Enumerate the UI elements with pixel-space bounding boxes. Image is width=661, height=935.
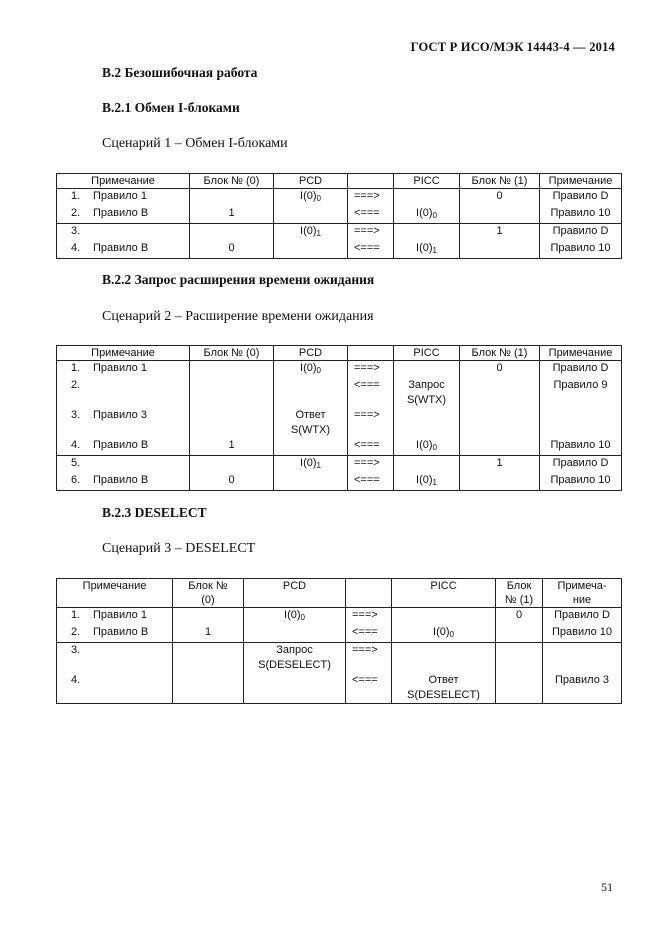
pcd-frame: I(0) [300,362,317,374]
arrow-left: <=== [348,378,394,408]
block0-value: 0 [190,473,274,491]
row-note: Правило 1 [93,362,147,374]
pcd-frame: I(0) [300,225,317,237]
block1-value: 1 [460,456,540,474]
table-row [57,361,622,379]
picc-frame: I(0) [433,626,450,638]
col-block0 [173,579,244,608]
block1-value: 0 [460,361,540,379]
row-number: 2. [71,207,81,219]
picc-frame: I(0) [416,439,433,451]
table-row [57,625,622,643]
row-note: Правило 1 [93,609,147,621]
table-header-row [57,346,622,361]
document-header: ГОСТ Р ИСО/МЭК 14443-4 — 2014 [410,40,615,54]
rule-note: Правило 10 [540,241,622,259]
col-note: Примечание [57,174,190,189]
col-picc: PICC [394,346,460,361]
arrow-right: ===> [348,361,394,379]
section-heading-b2: В.2 Безошибочная работа [102,65,258,80]
pcd-subscript: 1 [316,461,321,470]
table-row [57,206,622,224]
pcd-frame: I(0) [300,457,317,469]
table-row [57,438,622,456]
row-number: 4. [71,674,81,686]
picc-subscript: 0 [449,630,454,639]
arrow-right: ===> [348,456,394,474]
pcd-request-frame: S(DESELECT) [258,659,331,671]
arrow-right: ===> [348,189,394,207]
block1-value: 1 [460,224,540,242]
section-heading-b21: В.2.1 Обмен I-блоками [102,100,240,115]
table-row [57,378,622,408]
row-number: 6. [71,474,81,486]
row-note: Правило B [93,439,149,451]
table-row [57,189,622,207]
table-row [57,673,622,704]
scenario2-table [56,345,622,491]
scenario1-caption: Сценарий 1 – Обмен I-блоками [102,136,288,151]
pcd-response: Ответ [295,409,326,421]
pcd-subscript: 0 [316,366,321,375]
col-pcd: PCD [274,346,348,361]
section-heading-b22: В.2.2 Запрос расширения времени ожидания [102,272,375,287]
rule-note: Правило 3 [543,673,622,704]
row-number: 1. [71,609,81,621]
row-note: Правило 1 [93,190,147,202]
col-note: Примечание [57,579,173,608]
col-note2-line2: ние [572,594,592,606]
row-number: 4. [71,242,81,254]
table-header-row [57,174,622,189]
pcd-response-frame: S(WTX) [290,424,331,436]
row-number: 3. [71,409,81,421]
rule-note: Правило D [540,189,622,207]
pcd-frame: I(0) [300,190,317,202]
page-number: 51 [601,880,613,894]
row-number: 3. [71,644,81,656]
pcd-request: Запрос [276,644,313,656]
row-note: Правило B [93,474,149,486]
pcd-subscript: 0 [300,613,305,622]
table-row [57,456,622,474]
scenario3-table [56,578,622,704]
col-note2-line1: Примеча- [557,580,607,592]
row-number: 1. [71,190,81,202]
col-note2 [543,579,622,608]
block0-value: 1 [173,625,244,643]
col-block1: Блок № (1) [460,174,540,189]
col-note2: Примечание [540,346,622,361]
picc-subscript: 1 [432,478,437,487]
arrow-left: <=== [346,673,392,704]
rule-note: Правило D [540,224,622,242]
col-block1-line1: Блок [506,580,532,592]
row-note: Правило B [93,242,149,254]
picc-subscript: 1 [432,246,437,255]
picc-response-frame: S(DESELECT) [407,689,480,701]
col-pcd: PCD [244,579,346,608]
row-number: 1. [71,362,81,374]
pcd-subscript: 1 [316,229,321,238]
table-row [57,608,622,626]
col-block0-line2: (0) [201,594,215,606]
picc-request-frame: S(WTX) [406,394,447,406]
rule-note: Правило 10 [540,206,622,224]
arrow-left: <=== [348,206,394,224]
picc-subscript: 0 [432,211,437,220]
rule-note: Правило D [543,608,622,626]
rule-note: Правило 10 [540,473,622,491]
row-number: 5. [71,457,81,469]
block1-value: 0 [496,608,543,626]
col-pcd: PCD [274,174,348,189]
arrow-right: ===> [348,408,394,438]
row-note: Правило B [93,207,149,219]
block1-value: 0 [460,189,540,207]
arrow-right: ===> [348,224,394,242]
scenario1-table [56,173,622,259]
table-row [57,473,622,491]
table-row [57,408,622,438]
col-arrow [346,579,392,608]
table-row [57,643,622,674]
table-row [57,224,622,242]
arrow-left: <=== [348,473,394,491]
col-note2: Примечание [540,174,622,189]
picc-frame: I(0) [416,242,433,254]
block0-value: 1 [190,438,274,456]
col-block0-line1: Блок № [188,580,228,592]
col-block0: Блок № (0) [190,174,274,189]
scenario2-caption: Сценарий 2 – Расширение времени ожидания [102,309,374,324]
arrow-left: <=== [346,625,392,643]
rule-note: Правило D [540,361,622,379]
rule-note: Правило D [540,456,622,474]
col-arrow [348,174,394,189]
col-block1 [496,579,543,608]
rule-note: Правило 10 [540,438,622,456]
arrow-left: <=== [348,438,394,456]
table-row [57,241,622,259]
row-number: 4. [71,439,81,451]
block0-value: 1 [190,206,274,224]
picc-request: Запрос [408,379,445,391]
row-number: 3. [71,225,81,237]
picc-response: Ответ [428,674,459,686]
row-number: 2. [71,379,81,391]
picc-frame: I(0) [416,474,433,486]
row-number: 2. [71,626,81,638]
col-arrow [348,346,394,361]
section-heading-b23: В.2.3 DESELECT [102,505,207,520]
col-block1-line2: № (1) [504,594,534,606]
arrow-right: ===> [346,643,392,674]
col-picc: PICC [394,174,460,189]
table-header-row [57,579,622,608]
arrow-right: ===> [346,608,392,626]
row-note: Правило 3 [93,409,147,421]
scenario3-caption: Сценарий 3 – DESELECT [102,541,256,556]
col-block1: Блок № (1) [460,346,540,361]
col-block0: Блок № (0) [190,346,274,361]
picc-subscript: 0 [432,443,437,452]
rule-note: Правило 10 [543,625,622,643]
rule-note: Правило 9 [540,378,622,408]
pcd-frame: I(0) [284,609,301,621]
picc-frame: I(0) [416,207,433,219]
block0-value: 0 [190,241,274,259]
col-note: Примечание [57,346,190,361]
arrow-left: <=== [348,241,394,259]
row-note: Правило B [93,626,149,638]
col-picc: PICC [392,579,496,608]
pcd-subscript: 0 [316,194,321,203]
